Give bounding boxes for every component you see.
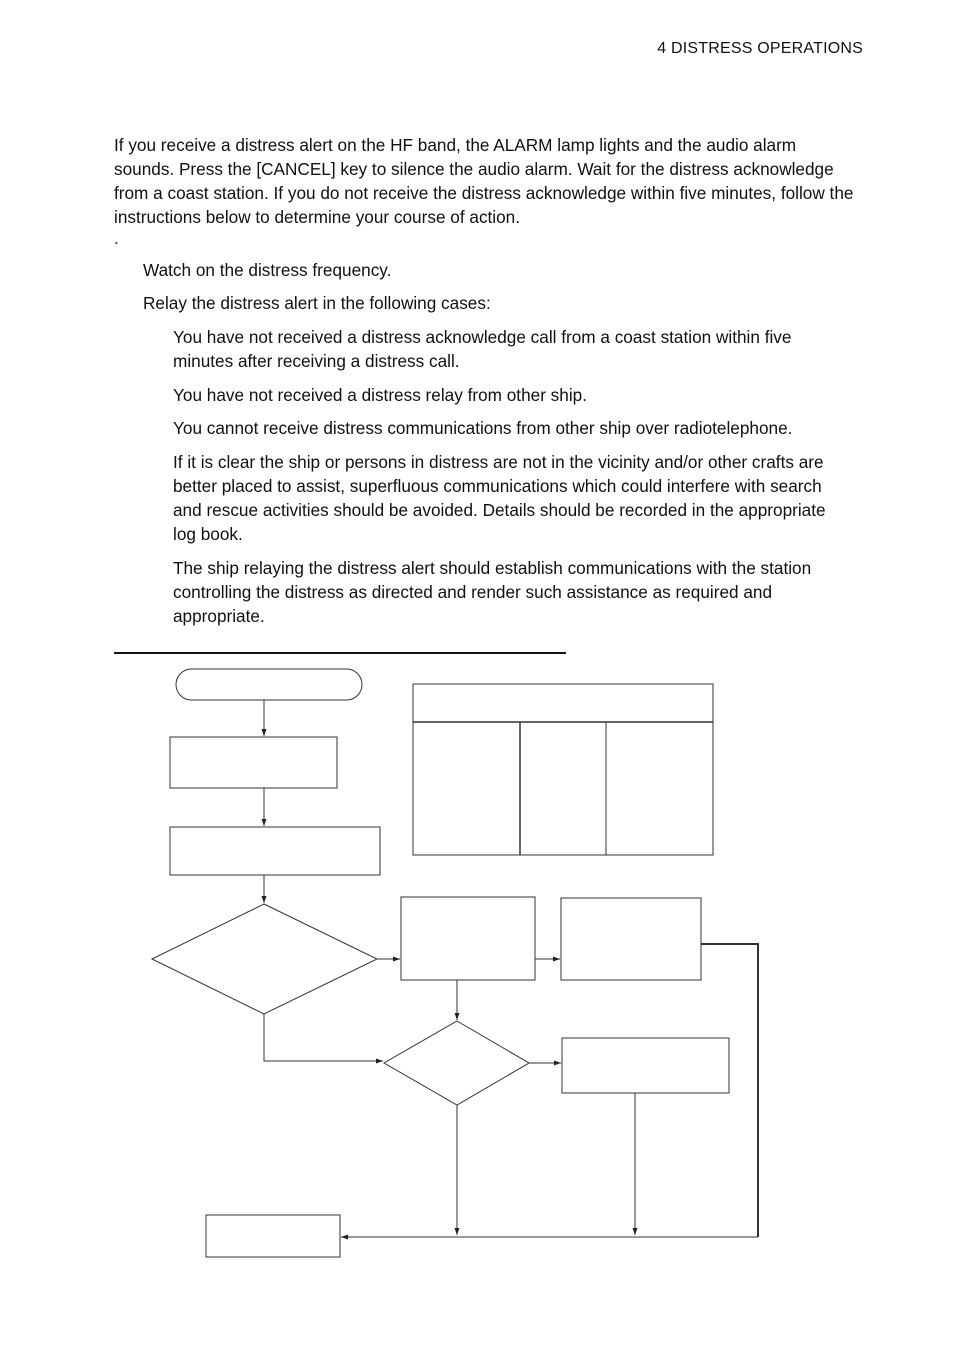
step-relay-alert: Relay the distress alert in the following cases: [143,293,491,313]
case-avoid-superfluous: If it is clear the ship or persons in distress are not in the vicinity and/or other crafts are better placed to assist, superfluous communications which could interfere with search and rescue activities should be avoided. Details should be recorded in the appropriate log book. [173,452,826,544]
case-no-relay: You have not received a distress relay from other ship. [173,385,587,405]
flow-start-terminal [176,669,362,700]
table-frame [413,684,713,855]
page-header: 4 DISTRESS OPERATIONS [657,40,863,57]
flow-decision-2 [384,1021,529,1105]
flow-connector [264,1014,383,1061]
flow-box-4 [561,898,701,980]
case-no-radiotelephone: You cannot receive distress communications from other ship over radiotelephone. [173,418,793,438]
step-watch-frequency: Watch on the distress frequency. [143,260,392,280]
flow-end-box [206,1215,340,1257]
stray-mark: . [114,229,119,248]
intro-paragraph: If you receive a distress alert on the HF band, the ALARM lamp lights and the audio alarm sounds. Press the [CANCEL] key to silence the audio alarm. Wait for the distress acknowledge from a coast station. If you do not receive the distress acknowledge within five minutes, follow the instructions below to determine your course of action. [114,135,854,227]
flow-box-3 [401,897,535,980]
flow-decision-1 [152,904,377,1014]
case-no-acknowledge: You have not received a distress acknowledge call from a coast station within five minutes after receiving a distress call. [173,327,792,371]
case-establish-communications: The ship relaying the distress alert should establish communications with the station controlling the distress as directed and render such assistance as required and appropriate. [173,558,812,626]
flow-box-1 [170,737,337,788]
flow-box-5 [562,1038,729,1093]
flow-box-2 [170,827,380,875]
